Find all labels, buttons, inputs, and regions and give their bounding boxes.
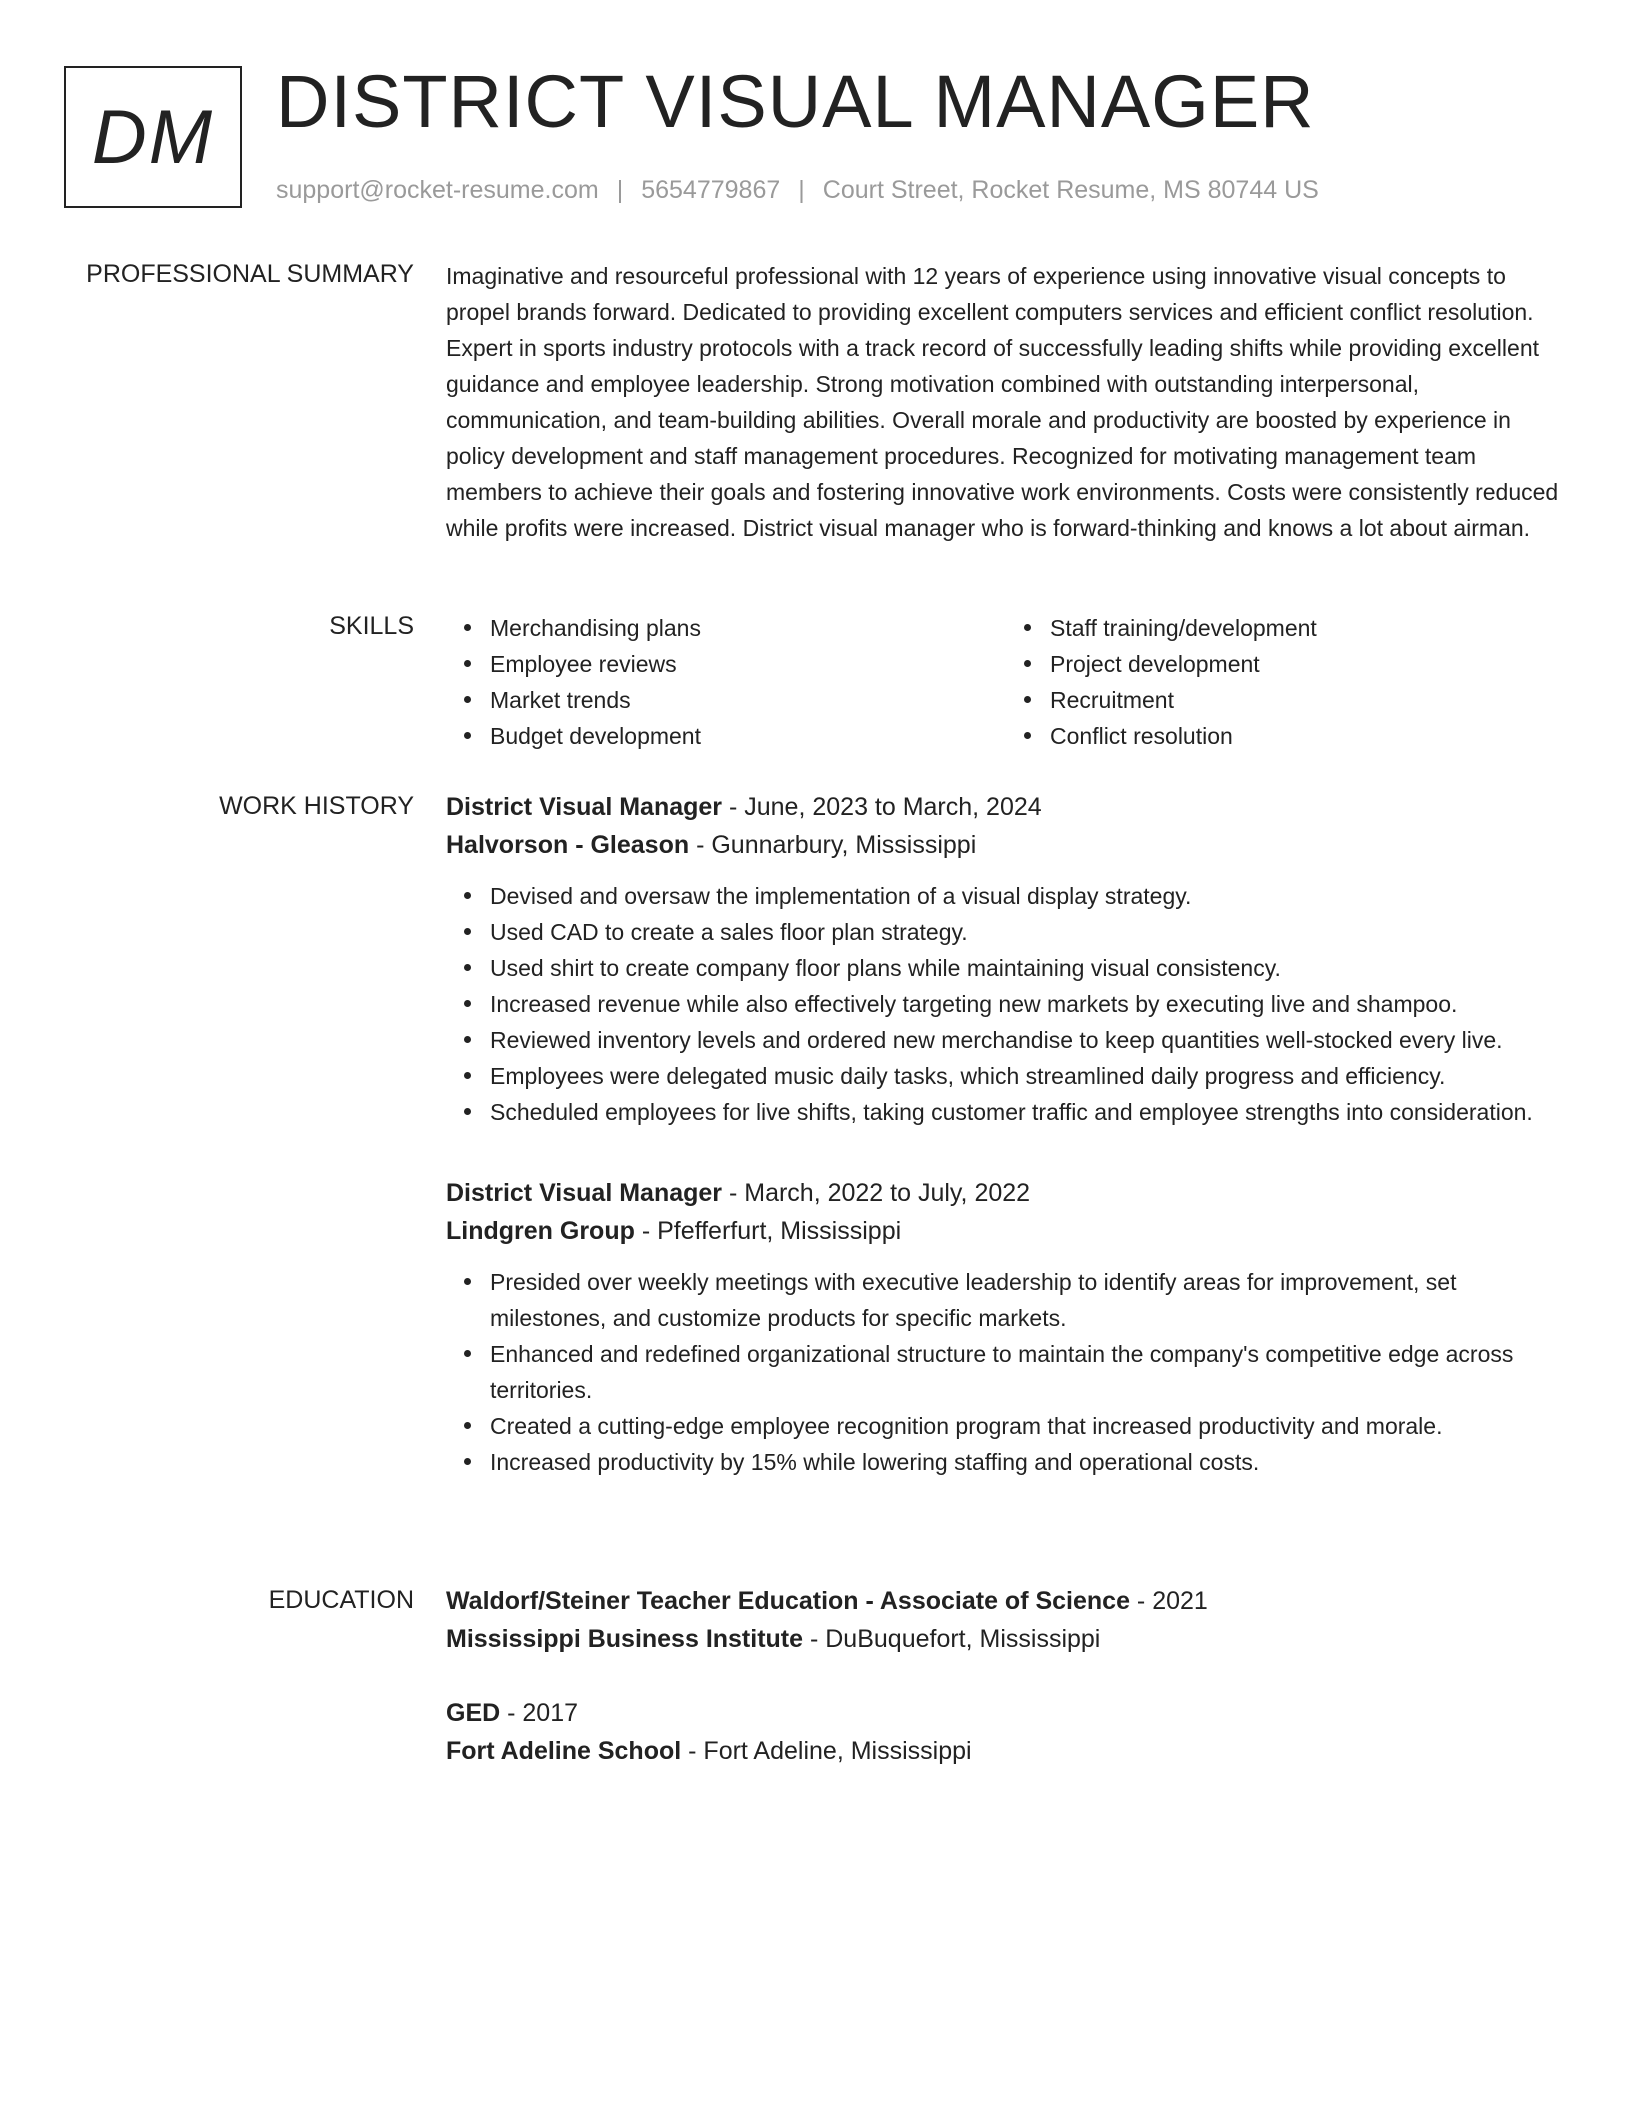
skill-item: Conflict resolution [1050, 718, 1566, 754]
contact-phone: 5654779867 [641, 176, 781, 204]
job-bullets [446, 878, 1566, 1130]
monogram-initials: DM [91, 94, 215, 180]
job-title-line [446, 788, 1566, 826]
education-year: - 2021 [1129, 1587, 1208, 1615]
job-bullet: Employees were delegated music daily tasks, which streamlined daily progress and efficiency. [490, 1058, 1566, 1094]
section-label-summary: PROFESSIONAL SUMMARY [86, 260, 414, 288]
job-bullet: Used shirt to create company floor plans while maintaining visual consistency. [490, 950, 1566, 986]
monogram-box [64, 66, 242, 208]
education-degree: GED [446, 1699, 501, 1727]
job-company-line [446, 826, 1566, 864]
job-entry [446, 1174, 1566, 1480]
skill-item: Recruitment [1050, 682, 1566, 718]
job-bullet: Increased productivity by 15% while lowering staffing and operational costs. [490, 1444, 1566, 1480]
education-location: - Fort Adeline, Mississippi [681, 1737, 972, 1765]
job-title-line [446, 1174, 1566, 1212]
section-label-education: EDUCATION [268, 1586, 414, 1614]
education-school-line [446, 1620, 1566, 1658]
skill-item: Project development [1050, 646, 1566, 682]
job-bullet: Enhanced and redefined organizational structure to maintain the company's competitive edge across territories. [490, 1336, 1566, 1408]
skill-item: Market trends [490, 682, 1006, 718]
contact-email: support@rocket-resume.com [276, 176, 599, 204]
education-year: - 2017 [500, 1699, 579, 1727]
job-company: Halvorson - Gleason [446, 831, 690, 859]
job-bullet: Created a cutting-edge employee recognition program that increased productivity and morale. [490, 1408, 1566, 1444]
education-degree-line [446, 1582, 1566, 1620]
skill-item: Budget development [490, 718, 1006, 754]
education-entry [446, 1694, 1566, 1770]
job-dates: - March, 2022 to July, 2022 [722, 1179, 1031, 1207]
education-school-line [446, 1732, 1566, 1770]
job-title: District Visual Manager [446, 1179, 723, 1207]
job-bullet: Devised and oversaw the implementation of a visual display strategy. [490, 878, 1566, 914]
candidate-name: DISTRICT VISUAL MANAGER [276, 60, 1315, 143]
job-location: - Gunnarbury, Mississippi [689, 831, 977, 859]
skills-grid [446, 610, 1566, 754]
education-location: - DuBuquefort, Mississippi [803, 1625, 1101, 1653]
job-dates: - June, 2023 to March, 2024 [722, 793, 1042, 821]
education-school: Fort Adeline School [446, 1737, 682, 1765]
job-bullet: Reviewed inventory levels and ordered new merchandise to keep quantities well-stocked every live. [490, 1022, 1566, 1058]
education-entry [446, 1582, 1566, 1658]
education-school: Mississippi Business Institute [446, 1625, 804, 1653]
education-degree-line [446, 1694, 1566, 1732]
contact-address: Court Street, Rocket Resume, MS 80744 US [822, 176, 1319, 204]
contact-separator: | [798, 176, 805, 204]
skill-item: Merchandising plans [490, 610, 1006, 646]
summary-text: Imaginative and resourceful professional with 12 years of experience using innovative visual concepts to propel brands forward. Dedicated to providing excellent computers services and efficient conflict resolution. Expert in sports industry protocols with a track record of successfully leading shifts while providing excellent guidance and employee leadership. Strong motivation combined with outstanding interpersonal, communication, and team-building abilities. Overall morale and productivity are boosted by experience in policy development and staff management procedures. Recognized for motivating management team members to achieve their goals and fostering innovative work environments. Costs were consistently reduced while profits were increased. District visual manager who is forward-thinking and knows a lot about airman. [446, 263, 1559, 541]
skill-item: Staff training/development [1050, 610, 1566, 646]
job-company-line [446, 1212, 1566, 1250]
job-title: District Visual Manager [446, 793, 723, 821]
job-bullet: Presided over weekly meetings with executive leadership to identify areas for improvement, set milestones, and customize products for specific markets. [490, 1264, 1566, 1336]
job-company: Lindgren Group [446, 1217, 635, 1245]
job-location: - Pfefferfurt, Mississippi [634, 1217, 902, 1245]
skills-section [446, 610, 1566, 754]
job-bullets [446, 1264, 1566, 1480]
work-history-section [446, 788, 1566, 1480]
job-bullet: Used CAD to create a sales floor plan strategy. [490, 914, 1566, 950]
education-degree: Waldorf/Steiner Teacher Education - Associate of Science [446, 1587, 1130, 1615]
job-bullet: Scheduled employees for live shifts, taking customer traffic and employee strengths into consideration. [490, 1094, 1566, 1130]
skill-item: Employee reviews [490, 646, 1006, 682]
contact-separator: | [616, 176, 624, 204]
job-entry [446, 788, 1566, 1130]
skills-list-left [446, 610, 1006, 754]
education-section [446, 1582, 1566, 1770]
section-label-skills: SKILLS [329, 612, 414, 640]
job-bullet: Increased revenue while also effectively targeting new markets by executing live and shampoo. [490, 986, 1566, 1022]
contact-line [276, 174, 1319, 206]
summary-section [446, 258, 1566, 546]
section-label-work-history: WORK HISTORY [219, 792, 414, 820]
skills-list-right [1006, 610, 1566, 754]
